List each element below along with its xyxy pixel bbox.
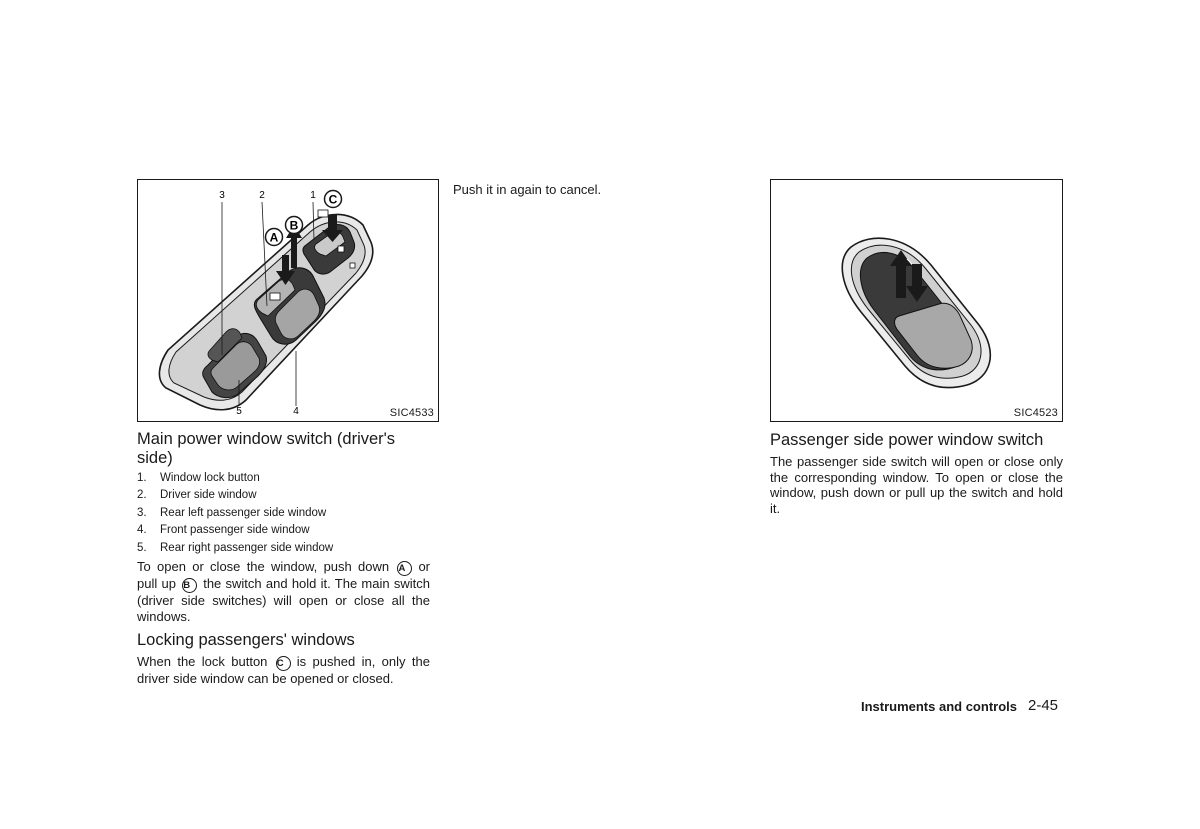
callout-1: 1 (310, 190, 316, 201)
list-item: 2. Driver side window (137, 489, 257, 502)
arrow-label-b: B (289, 218, 299, 233)
driver-switch-illustration (138, 180, 440, 423)
list-item: 4. Front passenger side window (137, 524, 310, 537)
lock-paragraph: When the lock button C is pushed in, only the driver side window can be opened or closed. (137, 654, 430, 686)
callout-3: 3 (219, 190, 225, 201)
list-item: 3. Rear left passenger side window (137, 506, 327, 519)
section-heading-locking: Locking passengers' windows (137, 631, 355, 649)
page-number: 2-45 (1028, 697, 1059, 714)
cancel-paragraph: Push it in again to cancel. (453, 182, 602, 197)
list-item: 5. Rear right passenger side window (137, 541, 334, 554)
figure-code: SIC4523 (1013, 407, 1058, 419)
list-item: 1. Window lock button (137, 472, 260, 484)
left-figure (137, 179, 439, 422)
right-figure (770, 179, 1063, 422)
passenger-switch-illustration (771, 180, 1064, 423)
section-heading-main-switch: Main power window switch (driver's side) (137, 430, 396, 467)
badge-c-icon: C (276, 656, 291, 671)
badge-a-icon: A (397, 561, 412, 576)
footer-section-title: Instruments and controls (860, 699, 1017, 714)
callout-4: 4 (293, 406, 299, 417)
passenger-paragraph: The passenger side switch will open or close only the corresponding window. To open or close the window, push down or pull up the switch and hold it. (770, 454, 1063, 516)
section-heading-passenger-switch: Passenger side power window switch (770, 431, 1044, 449)
callout-2: 2 (259, 190, 265, 201)
arrow-label-c: C (328, 192, 338, 207)
arrow-label-a: A (269, 230, 279, 245)
callout-5: 5 (236, 406, 242, 417)
badge-b-icon: B (182, 578, 197, 593)
figure-code: SIC4533 (389, 407, 434, 419)
open-close-paragraph: To open or close the window, push down A or pull up B the switch and hold it. The main switch (driver side switches) will open or close all the windows. (137, 559, 430, 624)
switch-parts-list (137, 470, 437, 557)
